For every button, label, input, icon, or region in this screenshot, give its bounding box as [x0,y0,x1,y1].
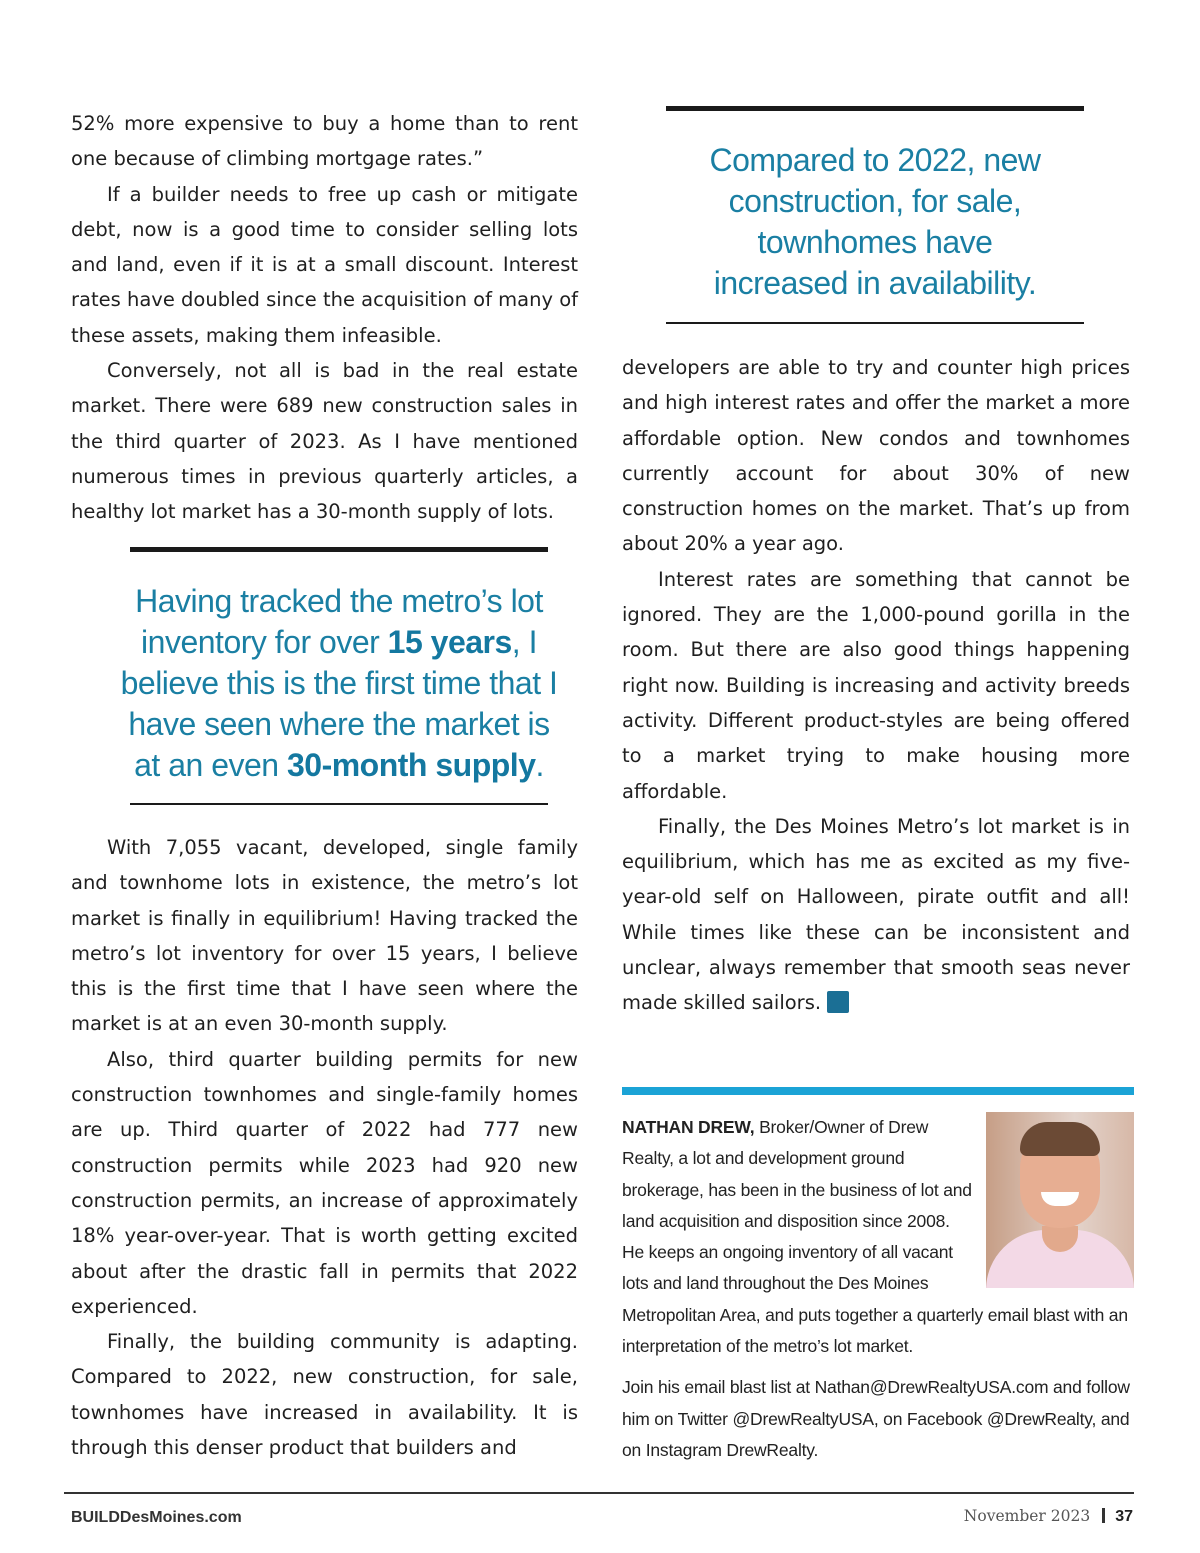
left-column-top [71,106,578,530]
paragraph [622,809,1130,1021]
author-name: NATHAN DREW, [622,1117,755,1137]
pull-quote-bottom-rule [666,322,1084,324]
left-column-bottom [71,830,578,1465]
pull-quote-text: , I believe this is the first time that I have seen where the market is at an even [120,624,558,783]
paragraph: Also, third quarter building permits for new construction townhomes and single-family homes are up. Third quarter of 2022 had 777 new construction permits while 2023 had 920 new construction permits, an increase of approximately 18% year-over-year. That is worth getting excited about after the drastic fall in permits that 2022 experienced. [71,1047,578,1318]
pull-quote-top-rule [666,106,1084,111]
pull-quote-right [690,140,1060,304]
pull-quote-text: . [535,747,544,783]
pull-quote-text: Having tracked the metro’s lot inventory for over [135,583,543,660]
pull-quote-left [118,581,560,786]
paragraph: Finally, the building community is adapting. Compared to 2022, new construction, for sale, townhomes have increased in availability. It is through this denser product that builders and [71,1330,578,1460]
page-number: 37 [1115,1508,1133,1525]
footer-site: BUILDDesMoines.com [71,1509,242,1526]
footer-page-info [964,1507,1133,1526]
right-column [622,350,1130,1021]
paragraph: If a builder needs to free up cash or mitigate debt, now is a good time to consider selling lots and land, even if it is at a small discount. Interest rates have doubled since the acquisition of many of these assets, making them infeasible. [71,182,578,347]
bio-description: Broker/Owner of Drew Realty, a lot and development ground brokerage, has been in the business of lot and land acquisition and disposition since 2008. He keeps an ongoing inventory of all vacant lots and land throughout the Des Moines Metropolitan Area, and puts together a quarterly email blast with an interpretation of the metro’s lot market. [622,1117,1128,1357]
paragraph: 52% more expensive to buy a home than to rent one because of climbing mortgage rates.” [71,112,578,171]
pull-quote-text: Compared to 2022, new construction, for sale, townhomes have increased in availability. [709,142,1041,301]
paragraph-text: Finally, the Des Moines Metro’s lot market is in equilibrium, which has me as excited as my five-year-old self on Halloween, pirate outfit and all! While times like these can be inconsistent and unclear, always remember that smooth seas never made skilled sailors. [622,814,1130,1015]
paragraph: Conversely, not all is bad in the real estate market. There were 689 new construction sales in the third quarter of 2023. As I have mentioned numerous times in previous quarterly articles, a healthy lot market has a 30-month supply of lots. [71,359,578,524]
footer-divider [1102,1508,1105,1523]
author-bio [622,1112,1134,1466]
paragraph: With 7,055 vacant, developed, single family and townhome lots in existence, the metro’s lot market is finally in equilibrium! Having tracked the metro’s lot inventory for over 15 years, I believe this is the first time that I have seen where the market is at an even 30-month supply. [71,836,578,1036]
footer-date: November 2023 [963,1507,1091,1525]
pull-quote-emphasis: 30-month supply [286,747,536,783]
paragraph: developers are able to try and counter high prices and high interest rates and offer the market a more affordable option. New condos and townhomes currently account for about 30% of new construction homes on the market. That’s up from about 20% a year ago. [622,356,1130,556]
pull-quote-emphasis: 15 years [387,624,512,660]
bio-accent-bar [622,1087,1134,1095]
end-mark-icon: B [827,991,849,1013]
paragraph: Interest rates are something that cannot be ignored. They are the 1,000-pound gorilla in the room. But there are also good things happening right now. Building is increasing and activity breeds activity. Different product-styles are being offered to a market trying to make housing more affordable. [622,567,1130,803]
author-photo [986,1112,1134,1288]
pull-quote-bottom-rule [130,803,548,805]
bio-contact: Join his email blast list at Nathan@DrewRealtyUSA.com and follow him on Twitter @DrewRealtyUSA, on Facebook @DrewRealty, and on Instagram DrewRealty. [622,1377,1130,1460]
footer-rule [64,1492,1134,1494]
pull-quote-top-rule [130,547,548,552]
